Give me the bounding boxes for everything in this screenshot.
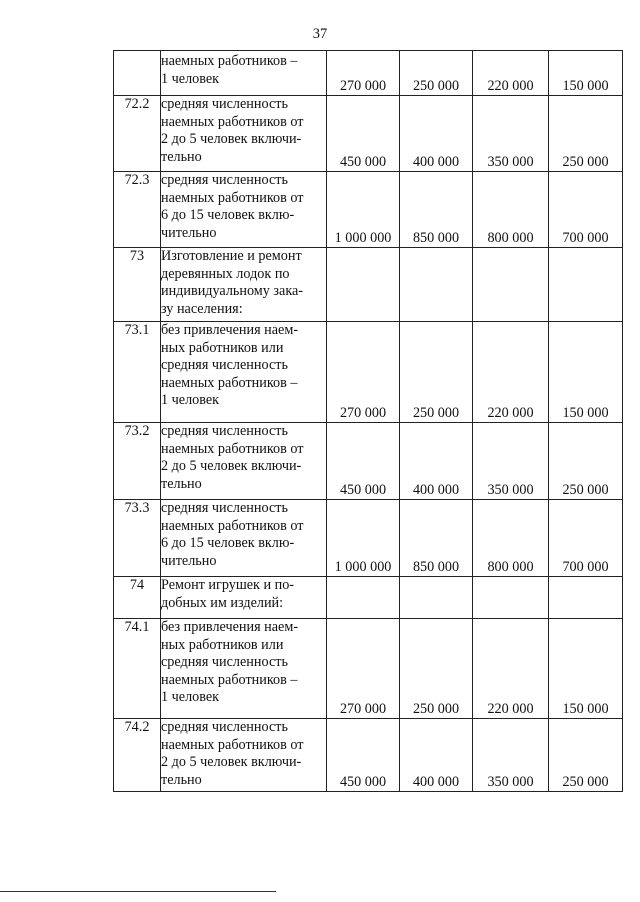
row-number: 73.2 <box>114 423 161 500</box>
value-cell: 450 000 <box>327 719 400 792</box>
value-cell <box>400 248 473 322</box>
value-cell <box>400 577 473 619</box>
value-cell: 700 000 <box>549 172 623 248</box>
value-cell: 270 000 <box>327 619 400 719</box>
table-row <box>114 500 623 577</box>
footnote-divider <box>0 891 276 892</box>
table-row <box>114 172 623 248</box>
page-number: 37 <box>312 26 328 42</box>
row-number: 73 <box>114 248 161 322</box>
value-cell <box>327 248 400 322</box>
row-description: наемных работников – 1 человек <box>161 51 327 96</box>
value-cell: 220 000 <box>473 322 549 423</box>
value-cell <box>327 577 400 619</box>
value-cell: 250 000 <box>549 96 623 172</box>
row-description: без привлечения наем- ных работников или средняя численность наемных работников – 1 человек <box>161 322 327 423</box>
value-cell <box>549 577 623 619</box>
tax-rates-table <box>113 50 623 792</box>
value-cell: 220 000 <box>473 51 549 96</box>
row-description: средняя численность наемных работников от 6 до 15 человек вклю- чительно <box>161 500 327 577</box>
value-cell: 150 000 <box>549 322 623 423</box>
row-number <box>114 51 161 96</box>
row-number: 72.2 <box>114 96 161 172</box>
row-number: 74.2 <box>114 719 161 792</box>
value-cell: 350 000 <box>473 423 549 500</box>
value-cell: 450 000 <box>327 423 400 500</box>
value-cell: 450 000 <box>327 96 400 172</box>
value-cell: 850 000 <box>400 500 473 577</box>
row-number: 73.1 <box>114 322 161 423</box>
row-number: 73.3 <box>114 500 161 577</box>
row-description: средняя численность наемных работников от 2 до 5 человек включи- тельно <box>161 423 327 500</box>
table-row <box>114 248 623 322</box>
table-row <box>114 619 623 719</box>
value-cell: 250 000 <box>549 423 623 500</box>
row-description: Ремонт игрушек и по- добных им изделий: <box>161 577 327 619</box>
value-cell <box>473 577 549 619</box>
value-cell: 250 000 <box>400 51 473 96</box>
value-cell <box>549 248 623 322</box>
table-row <box>114 51 623 96</box>
value-cell: 1 000 000 <box>327 500 400 577</box>
table-row <box>114 96 623 172</box>
row-description: средняя численность наемных работников от 6 до 15 человек вклю- чительно <box>161 172 327 248</box>
row-number: 72.3 <box>114 172 161 248</box>
table-row <box>114 719 623 792</box>
value-cell: 800 000 <box>473 500 549 577</box>
value-cell: 150 000 <box>549 51 623 96</box>
table-row <box>114 322 623 423</box>
row-number: 74.1 <box>114 619 161 719</box>
table-row <box>114 577 623 619</box>
value-cell: 350 000 <box>473 719 549 792</box>
row-description: средняя численность наемных работников от 2 до 5 человек включи- тельно <box>161 719 327 792</box>
row-number: 74 <box>114 577 161 619</box>
row-description: без привлечения наем- ных работников или средняя численность наемных работников – 1 человек <box>161 619 327 719</box>
value-cell: 350 000 <box>473 96 549 172</box>
value-cell: 270 000 <box>327 51 400 96</box>
value-cell: 800 000 <box>473 172 549 248</box>
value-cell: 250 000 <box>400 322 473 423</box>
value-cell: 400 000 <box>400 719 473 792</box>
table-row <box>114 423 623 500</box>
value-cell: 1 000 000 <box>327 172 400 248</box>
value-cell <box>473 248 549 322</box>
row-description: Изготовление и ремонт деревянных лодок по индивидуальному зака- зу населения: <box>161 248 327 322</box>
row-description: средняя численность наемных работников от 2 до 5 человек включи- тельно <box>161 96 327 172</box>
value-cell: 250 000 <box>400 619 473 719</box>
value-cell: 400 000 <box>400 423 473 500</box>
value-cell: 220 000 <box>473 619 549 719</box>
value-cell: 150 000 <box>549 619 623 719</box>
value-cell: 700 000 <box>549 500 623 577</box>
value-cell: 400 000 <box>400 96 473 172</box>
value-cell: 250 000 <box>549 719 623 792</box>
value-cell: 270 000 <box>327 322 400 423</box>
value-cell: 850 000 <box>400 172 473 248</box>
